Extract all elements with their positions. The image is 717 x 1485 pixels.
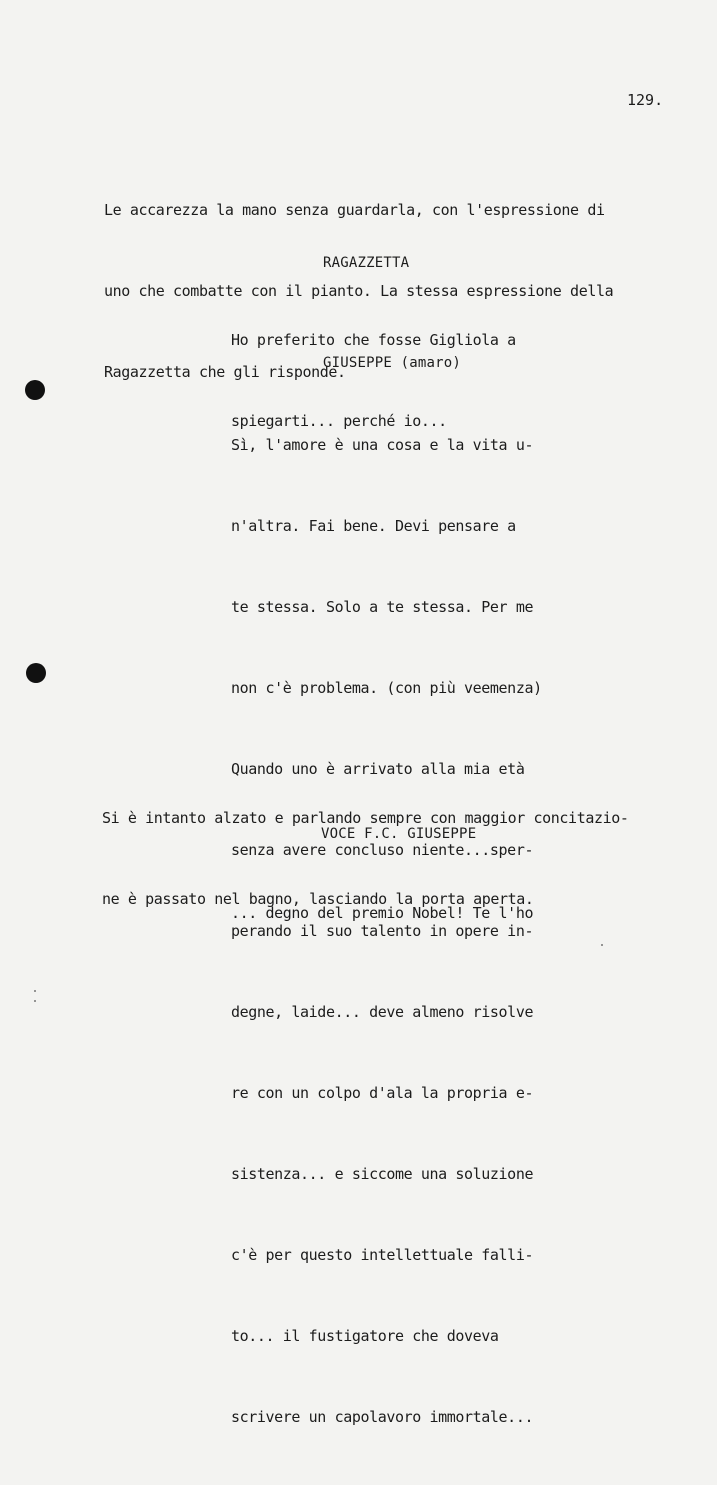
- dialogue-voce-giuseppe: [231, 846, 533, 981]
- paragraph-line: Le accarezza la mano senza guardarla, con l'espressione di: [104, 201, 605, 219]
- dialogue-line: spiegarti... perché io...: [231, 412, 447, 430]
- speaker-ragazzetta: RAGAZZETTA: [323, 255, 410, 271]
- dialogue-line: n'altra. Fai bene. Devi pensare a: [231, 517, 516, 535]
- dialogue-line: Ho preferito che fosse Gigliola a: [231, 331, 516, 349]
- dialogue-line: senza avere concluso niente...sper-: [231, 841, 534, 859]
- dialogue-line: degne, laide... deve almeno risolve: [231, 1003, 534, 1021]
- paragraph-line: Si è intanto alzato e parlando sempre con maggior concitazio-: [102, 809, 629, 827]
- paper-speck: [34, 1000, 36, 1002]
- dialogue-line: to... il fustigatore che doveva: [231, 1327, 499, 1345]
- dialogue-line: c'è per questo intellettuale falli-: [231, 1246, 534, 1264]
- dialogue-line: Quando uno è arrivato alla mia età: [231, 760, 525, 778]
- speaker-giuseppe: GIUSEPPE (amaro): [323, 355, 462, 371]
- page-number: 129.: [627, 91, 664, 109]
- dialogue-line: sistenza... e siccome una soluzione: [231, 1165, 534, 1183]
- dialogue-line: perando il suo talento in opere in-: [231, 922, 534, 940]
- dialogue-line: non c'è problema. (con più veemenza): [231, 679, 542, 697]
- dialogue-line: re con un colpo d'ala la propria e-: [231, 1084, 534, 1102]
- dialogue-line: scrivere un capolavoro immortale...: [231, 1408, 534, 1426]
- paragraph-line: ne è passato nel bagno, lasciando la porta aperta.: [102, 890, 534, 908]
- paper-speck: [34, 990, 36, 992]
- dialogue-line: te stessa. Solo a te stessa. Per me: [231, 598, 534, 616]
- dialogue-line: ... degno del premio Nobel! Te l'ho: [231, 904, 534, 922]
- dialogue-line: Sì, l'amore è una cosa e la vita u-: [231, 436, 534, 454]
- paragraph-line: Ragazzetta che gli risponde.: [104, 363, 346, 381]
- speaker-voce-giuseppe: VOCE F.C. GIUSEPPE: [321, 826, 477, 842]
- punch-hole-top: [25, 380, 45, 400]
- punch-hole-bottom: [26, 663, 46, 683]
- paragraph-line: uno che combatte con il pianto. La stessa espressione della: [104, 282, 614, 300]
